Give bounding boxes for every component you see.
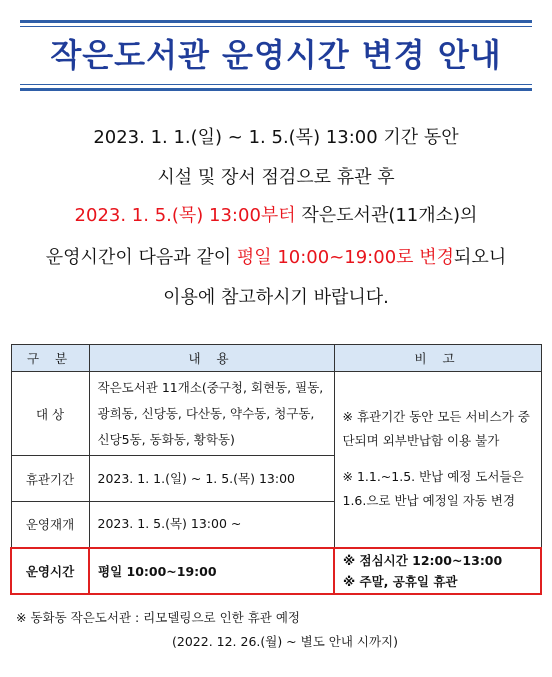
- note-holiday: ※ 주말, 공휴일 휴관: [343, 573, 458, 589]
- table-row-highlight: [11, 548, 541, 594]
- intro-line-1: 2023. 1. 1.(일) ~ 1. 5.(목) 13:00 기간 동안: [93, 127, 459, 148]
- row-label-closure: 휴관기간: [11, 456, 89, 502]
- intro-line-3: [0, 198, 552, 234]
- intro-line-3-rest: 작은도서관(11개소)의: [295, 205, 478, 226]
- footnote-line-2: (2022. 12. 26.(월) ~ 별도 안내 시까지): [172, 634, 398, 649]
- bottom-rule-thick: [20, 88, 532, 91]
- intro-line-4-b: 되오니: [454, 247, 507, 268]
- page-title: 작은도서관 운영시간 변경 안내: [50, 36, 502, 74]
- row-label-target: 대 상: [11, 372, 89, 456]
- intro-line-4-a: 운영시간이 다음과 같이: [45, 247, 237, 268]
- row-label-reopen: 운영재개: [11, 502, 89, 548]
- intro-line-4: [0, 240, 552, 276]
- schedule-table: [10, 344, 542, 595]
- intro-line-2: 시설 및 장서 점검으로 휴관 후: [157, 167, 395, 188]
- bottom-rule-thin: [20, 84, 532, 85]
- reopen-date: 2023. 1. 5.(목) 13:00부터: [74, 205, 296, 226]
- table-header-row: [11, 345, 541, 372]
- header-remarks: 비 고: [334, 345, 541, 372]
- row-content-target: 작은도서관 11개소(중구청, 회현동, 필동, 광희동, 신당동, 다산동, 약수동, 청구동, 신당5동, 동화동, 황학동): [89, 372, 334, 456]
- top-rule-thin: [20, 26, 532, 27]
- hours-notes: [334, 548, 541, 594]
- header-category: 구 분: [11, 345, 89, 372]
- intro-line-5: 이용에 참고하시기 바랍니다.: [163, 287, 389, 308]
- remarks-cell: [334, 372, 541, 548]
- note-lunch: ※ 점심시간 12:00~13:00: [343, 552, 503, 568]
- row-content-reopen: 2023. 1. 5.(목) 13:00 ~: [89, 502, 334, 548]
- row-content-hours: 평일 10:00~19:00: [89, 548, 334, 594]
- header-content: 내 용: [89, 345, 334, 372]
- remark-1: ※ 휴관기간 동안 모든 서비스가 중단되며 외부반납함 이용 불가: [342, 409, 530, 449]
- new-hours-emphasis: 평일 10:00~19:00로 변경: [236, 247, 455, 268]
- top-rule-thick: [20, 20, 532, 23]
- row-content-closure: 2023. 1. 1.(일) ~ 1. 5.(목) 13:00: [89, 456, 334, 502]
- row-label-hours: 운영시간: [11, 548, 89, 594]
- footnote-line-1: ※ 동화동 작은도서관 : 리모델링으로 인한 휴관 예정: [16, 610, 300, 625]
- remark-2: ※ 1.1.~1.5. 반납 예정 도서들은 1.6.으로 반납 예정일 자동 변경: [342, 469, 524, 509]
- table-row: [11, 372, 541, 456]
